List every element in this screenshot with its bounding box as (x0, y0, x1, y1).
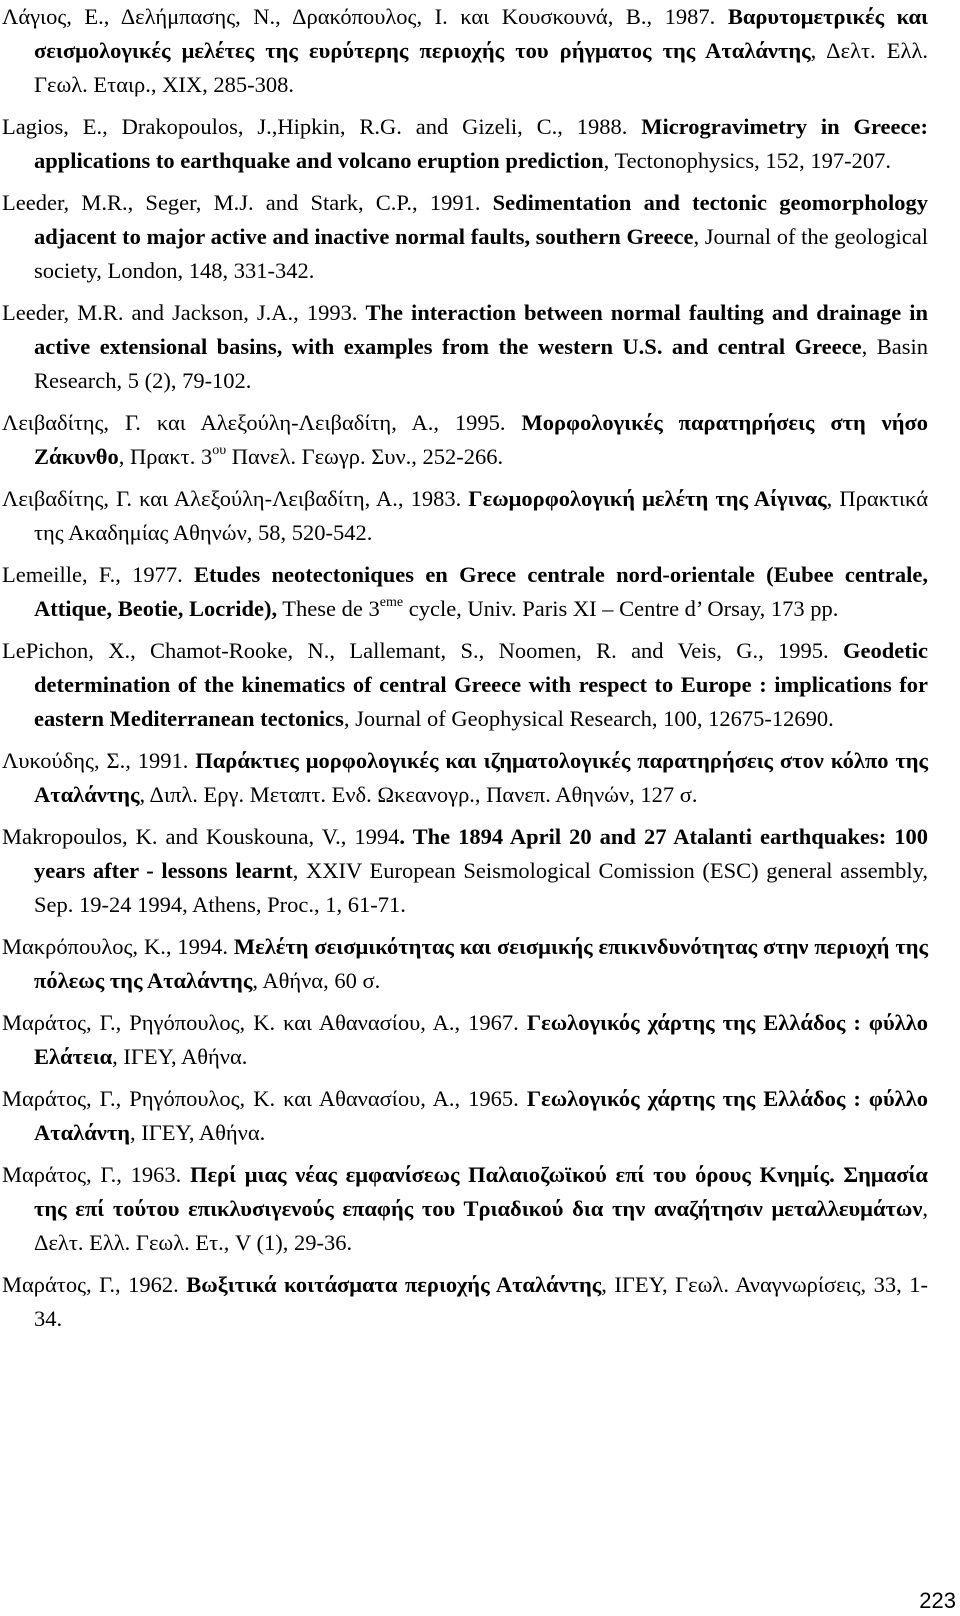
reference-entry (2, 558, 928, 626)
reference-title: Βωξιτικά κοιτάσματα περιοχής Αταλάντης (186, 1272, 602, 1297)
reference-source: , ΙΓΕΥ, Γεωλ. Αναγνωρίσεις, 33, 1-34. (34, 1272, 928, 1331)
reference-authors: Μακρόπουλος, Κ., 1994. (2, 934, 234, 959)
reference-entry (2, 406, 928, 474)
reference-source: , Δελτ. Ελλ. Γεωλ. Εταιρ., XIX, 285-308. (34, 38, 928, 97)
ordinal-superscript: ου (212, 442, 227, 458)
reference-authors: Μαράτος, Γ., 1963. (2, 1162, 190, 1187)
reference-authors: Leeder, M.R., Seger, M.J. and Stark, C.P., 1991. (2, 190, 493, 215)
reference-source: , Πρακτ. 3 (118, 444, 213, 469)
reference-source: These de 3 (277, 596, 380, 621)
reference-authors: LePichon, X., Chamot-Rooke, N., Lallemant, S., Noomen, R. and Veis, G., 1995. (2, 638, 844, 663)
reference-authors: Leeder, M.R. and Jackson, J.A., 1993. (2, 300, 366, 325)
reference-entry (2, 744, 928, 812)
reference-source-cont: Πανελ. Γεωγρ. Συν., 252-266. (226, 444, 504, 469)
reference-entry (2, 1006, 928, 1074)
reference-source: , XXIV European Seismological Comission (ESC) general assembly, Sep. 19-24 1994, Athens, Proc., 1, 61-71. (34, 858, 928, 917)
reference-source: , Πρακτικά της Ακαδημίας Αθηνών, 58, 520-542. (34, 486, 928, 545)
reference-source: , Basin Research, 5 (2), 79-102. (34, 334, 928, 393)
reference-source: , Tectonophysics, 152, 197-207. (603, 148, 892, 173)
reference-title: Γεωμορφολογική μελέτη της Αίγινας (468, 486, 827, 511)
reference-entry (2, 482, 928, 550)
reference-entry (2, 930, 928, 998)
reference-source: , Διπλ. Εργ. Μεταπτ. Ενδ. Ωκεανογρ., Πανεπ. Αθηνών, 127 σ. (139, 782, 698, 807)
reference-authors: Lemeille, F., 1977. (2, 562, 194, 587)
reference-source: , Journal of Geophysical Research, 100, 12675-12690. (343, 706, 834, 731)
reference-entry (2, 296, 928, 398)
reference-authors: Μαράτος, Γ., Ρηγόπουλος, Κ. και Αθανασίου, Α., 1965. (2, 1086, 527, 1111)
reference-entry (2, 0, 928, 102)
reference-list (2, 0, 928, 1344)
reference-title: Sedimentation and tectonic geomorphology adjacent to major active and inactive normal faults, southern Greece (34, 190, 928, 249)
reference-source-cont: cycle, Univ. Paris XI – Centre d’ Orsay, 173 pp. (403, 596, 839, 621)
reference-title: Microgravimetry in Greece: applications to earthquake and volcano eruption prediction (34, 114, 928, 173)
page-number: 223 (919, 1588, 956, 1613)
reference-authors: Makropoulos, K. and Kouskouna, V., 1994 (2, 824, 400, 849)
reference-authors: Λάγιος, Ε., Δελήμπασης, Ν., Δρακόπουλος, Ι. και Κουσκουνά, Β., 1987. (2, 4, 728, 29)
reference-source: , ΙΓΕΥ, Αθήνα. (112, 1044, 248, 1069)
reference-entry (2, 1158, 928, 1260)
reference-authors: Λειβαδίτης, Γ. και Αλεξούλη-Λειβαδίτη, Α., 1983. (2, 486, 469, 511)
reference-authors: Μαράτος, Γ., 1962. (2, 1272, 187, 1297)
reference-source: , ΙΓΕΥ, Αθήνα. (130, 1120, 266, 1145)
reference-title: . The 1894 April 20 and 27 Atalanti earthquakes: 100 years after - lessons learnt (34, 824, 928, 883)
reference-title: Γεωλογικός χάρτης της Ελλάδος : φύλλο Αταλάντη (34, 1086, 928, 1145)
reference-title: Etudes neotectoniques en Grece centrale nord-orientale (Eubee centrale, Attique, Beotie, Locride), (34, 562, 928, 621)
reference-entry (2, 634, 928, 736)
reference-source: , Journal of the geological society, London, 148, 331-342. (34, 224, 928, 283)
reference-source: , Αθήνα, 60 σ. (252, 968, 381, 993)
reference-title: Μελέτη σεισμικότητας και σεισμικής επικινδυνότητας στην περιοχή της πόλεως της Αταλάντης (34, 934, 928, 993)
reference-authors: Λυκούδης, Σ., 1991. (2, 748, 196, 773)
reference-entry (2, 1082, 928, 1150)
reference-entry (2, 110, 928, 178)
reference-title: Παράκτιες μορφολογικές και ιζηματολογικές παρατηρήσεις στον κόλπο της Αταλάντης (34, 748, 928, 807)
reference-entry (2, 186, 928, 288)
reference-title: Μορφολογικές παρατηρήσεις στη νήσο Ζάκυνθο (34, 410, 928, 469)
reference-authors: Μαράτος, Γ., Ρηγόπουλος, Κ. και Αθανασίου, Α., 1967. (2, 1010, 527, 1035)
reference-title: Περί μιας νέας εμφανίσεως Παλαιοζωϊκού επί του όρους Κνημίς. Σημασία της επί τούτου επικλυσιγενούς επαφής του Τριαδικού δια την αναζήτησιν μεταλλευμάτων (34, 1162, 928, 1221)
reference-title: The interaction between normal faulting and drainage in active extensional basins, with examples from the western U.S. and central Greece (34, 300, 928, 359)
reference-authors: Lagios, E., Drakopoulos, J.,Hipkin, R.G. and Gizeli, C., 1988. (2, 114, 642, 139)
reference-entry (2, 1268, 928, 1336)
reference-entry (2, 820, 928, 922)
ordinal-superscript: eme (379, 594, 404, 610)
reference-title: Γεωλογικός χάρτης της Ελλάδος : φύλλο Ελάτεια (34, 1010, 928, 1069)
reference-source: , Δελτ. Ελλ. Γεωλ. Ετ., V (1), 29-36. (34, 1196, 928, 1255)
reference-title: Βαρυτομετρικές και σεισμολογικές μελέτες της ευρύτερης περιοχής του ρήγματος της Αταλάντης (34, 4, 928, 63)
reference-title: Geodetic determination of the kinematics of central Greece with respect to Europe : implications for eastern Mediterranean tectonics (34, 638, 928, 731)
reference-authors: Λειβαδίτης, Γ. και Αλεξούλη-Λειβαδίτη, Α., 1995. (2, 410, 522, 435)
